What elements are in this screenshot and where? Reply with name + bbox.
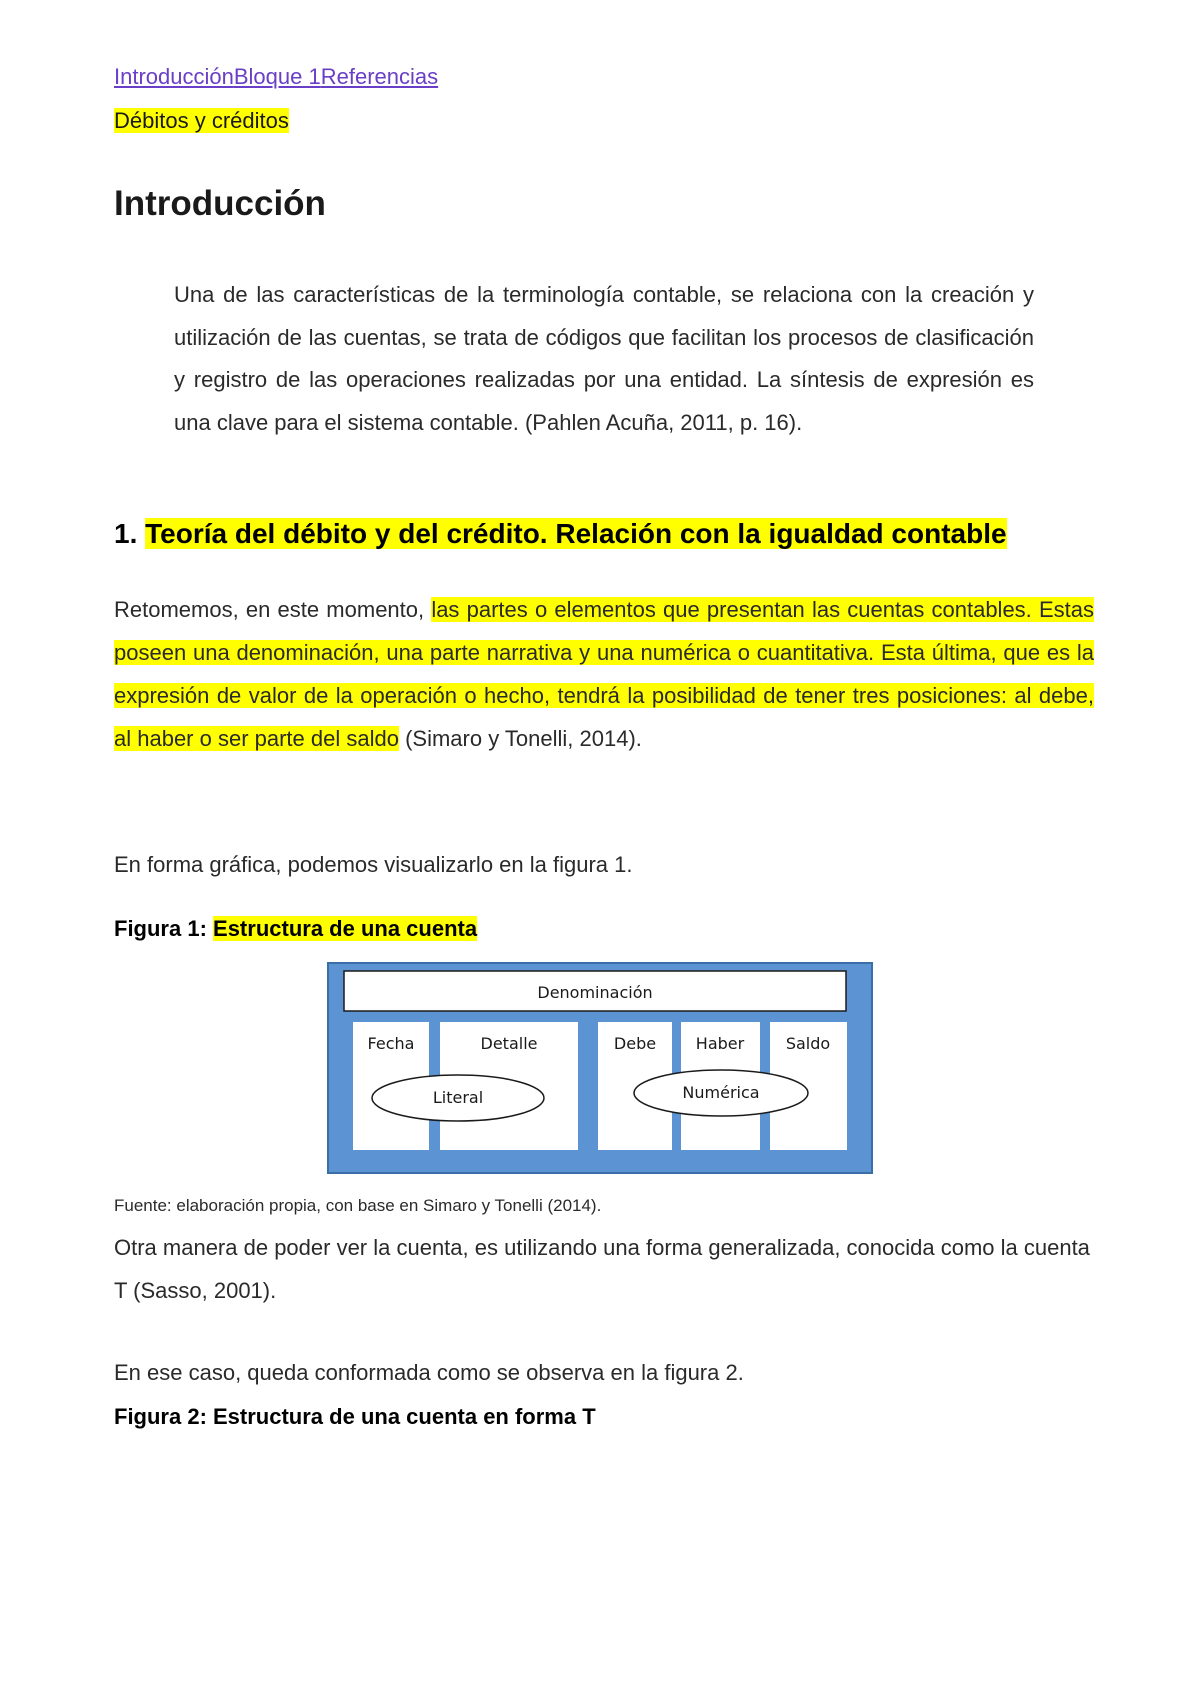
t-account-paragraph: Otra manera de poder ver la cuenta, es utilizando una forma generalizada, conocida como la cuenta T (Sasso, 2001). [114, 1235, 1090, 1303]
paragraph-end: (Simaro y Tonelli, 2014). [398, 726, 642, 751]
denominacion-label: Denominación [537, 983, 653, 1002]
ellipse-literal-label: Literal [432, 1088, 484, 1107]
document-subtitle [114, 108, 289, 134]
intro-heading: Introducción [114, 184, 326, 223]
ellipse-numerica-label: Numérica [682, 1083, 760, 1102]
nav-link-referencias[interactable]: Referencias [320, 64, 439, 89]
col-label-saldo: Saldo [785, 1034, 831, 1053]
col-label-haber: Haber [695, 1034, 745, 1053]
figure-1-source: Fuente: elaboración propia, con base en Simaro y Tonelli (2014). [114, 1196, 602, 1215]
section-1-number: 1. [114, 518, 138, 549]
figure-1-caption [114, 916, 477, 942]
col-label-debe: Debe [613, 1034, 657, 1053]
paragraph-highlight: las partes o elementos que presentan las cuentas contables. Estas poseen una denominación, una parte narrativa y una numérica o cuantitativa. Esta última, que es la expresión de valor de la operación o hecho, tendrá la posibilidad de tener tres posiciones: al debe, al haber o ser parte del saldo [114, 597, 1095, 751]
graph-intro-text: En forma gráfica, podemos visualizarlo en la figura 1. [114, 852, 633, 877]
section-1-title: Teoría del débito y del crédito. Relación con la igualdad contable [145, 518, 1007, 549]
figure-2-caption: Figura 2: Estructura de una cuenta en forma T [114, 1404, 596, 1429]
figure-1-title: Estructura de una cuenta [213, 916, 478, 941]
figure-1-label: Figura 1: [114, 916, 214, 941]
case-paragraph: En ese caso, queda conformada como se observa en la figura 2. [114, 1360, 744, 1385]
section-1-paragraph [114, 588, 1094, 760]
account-structure-svg [327, 962, 873, 1174]
nav-links [114, 64, 438, 90]
intro-paragraph: Una de las características de la terminología contable, se relaciona con la creación y utilización de las cuentas, se trata de códigos que facilitan los procesos de clasificación y registro de las operaciones realizadas por una entidad. La síntesis de expresión es una clave para el sistema contable. (Pahlen Acuña, 2011, p. 16). [174, 282, 1034, 435]
nav-link-bloque-1[interactable]: Bloque 1 [233, 64, 321, 89]
col-label-fecha: Fecha [367, 1034, 415, 1053]
nav-link-introduccion[interactable]: Introducción [114, 64, 234, 89]
section-1-heading [114, 518, 1007, 550]
subtitle-text: Débitos y créditos [114, 108, 289, 133]
figure-1-diagram [327, 962, 873, 1174]
paragraph-start: Retomemos, en este momento, [114, 597, 432, 622]
col-label-detalle: Detalle [480, 1034, 538, 1053]
